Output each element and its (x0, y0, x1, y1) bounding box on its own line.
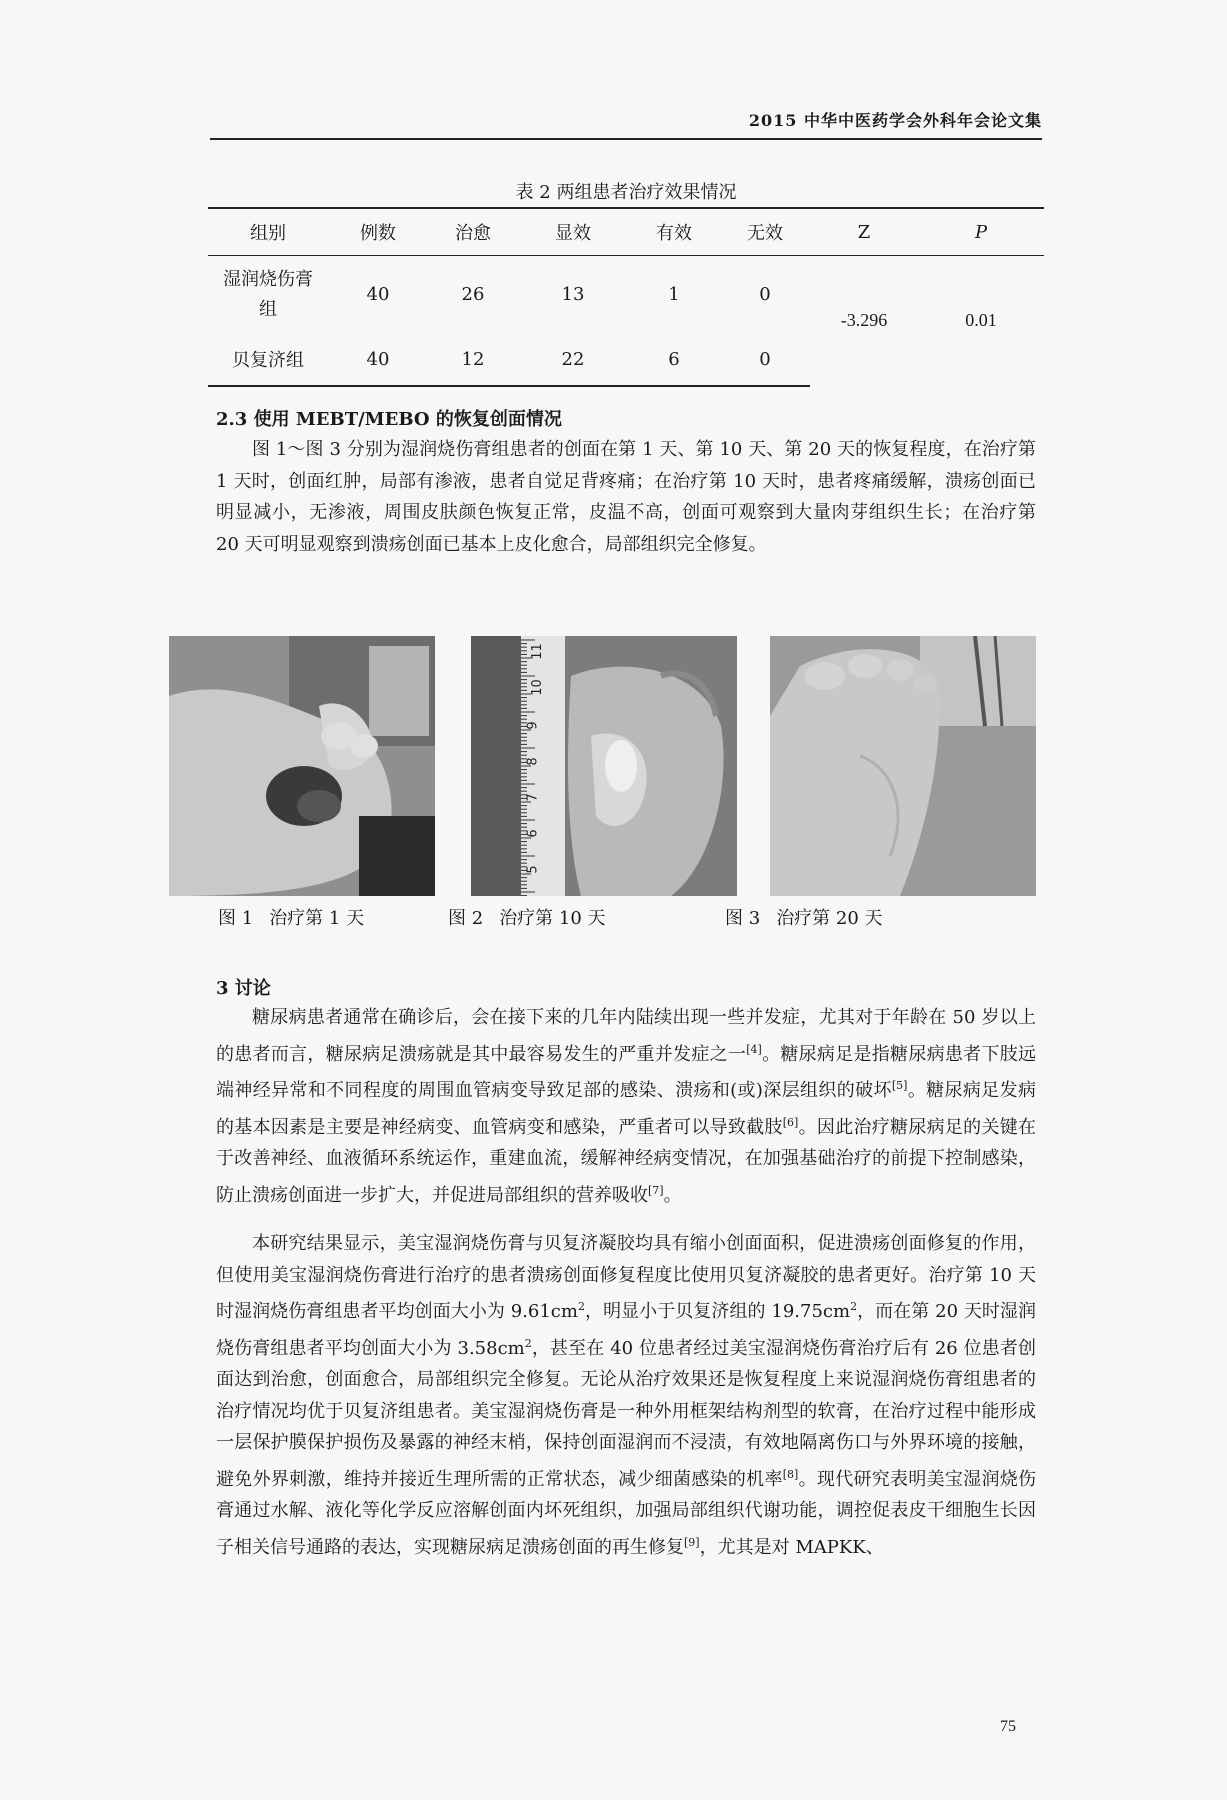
citation: [7] (648, 1183, 664, 1197)
superscript: 2 (577, 1300, 585, 1313)
ruler-label: 9 (525, 721, 541, 730)
section-heading-3: 3 讨论 (216, 978, 271, 999)
table-header-row (208, 208, 1044, 256)
ruler-label: 11 (529, 643, 545, 660)
group-cell: 湿润烧伤膏组 (223, 268, 313, 320)
figure-2-caption: 图 2 治疗第 10 天 (448, 908, 606, 929)
section-2-3-paragraph: 图 1～图 3 分别为湿润烧伤膏组患者的创面在第 1 天、第 10 天、第 20 天的恢复程度，在治疗第 1 天时，创面红肿，局部有渗液，患者自觉足背疼痛；在治疗第 10 天时，患者疼痛缓解，溃疡创面已明显减小，无渗液，周围皮肤颜色恢复正常，皮温不高，创面可观察到大量肉芽组织生长；在治疗第 20 天可明显观察到溃疡创面已基本上皮化愈合，局部组织完全修复。 (216, 439, 1036, 555)
cured-cell: 26 (461, 284, 485, 306)
count-cell: 40 (328, 334, 428, 386)
ruler-label: 7 (525, 793, 541, 802)
figure-3-photo (770, 636, 1036, 896)
citation: [8] (782, 1467, 799, 1481)
figure-1-caption: 图 1 治疗第 1 天 (218, 908, 365, 929)
col-header: P (918, 208, 1044, 256)
col-header: 例数 (328, 208, 428, 256)
count-cell: 40 (366, 284, 390, 306)
marked-cell: 13 (561, 284, 585, 306)
figure-3-caption: 图 3 治疗第 20 天 (725, 908, 883, 929)
results-table (208, 207, 1044, 387)
page-number: 75 (1000, 1718, 1016, 1735)
marked-cell: 22 (518, 334, 628, 386)
effective-cell: 1 (668, 284, 680, 306)
cured-cell: 12 (428, 334, 518, 386)
header-rule (210, 138, 1042, 140)
col-header: 无效 (720, 208, 810, 256)
discussion-paragraph-2: 本研究结果显示，美宝湿润烧伤膏与贝复济凝胶均具有缩小创面面积，促进溃疡创面修复的作用，但使用美宝湿润烧伤膏进行治疗的患者溃疡创面修复程度比使用贝复济凝胶的患者更好。治疗第 10 天时湿润烧伤膏组患者平均创面大小为 $9.61cm^2$，明显小于贝复济组的 $19.75cm^2$，而在第 20 天时湿润烧伤膏组患者平均创面大小为 $3.58cm^2$，甚至在 40 位患者经过美宝湿润烧伤膏治疗后有 26 位患者创面达到治愈，创面愈合，局部组织完全修复。无论从治疗效果还是恢复程度上来说湿润烧伤膏组患者的治疗情况均优于贝复济组患者。美宝湿润烧伤膏是一种外用框架结构剂型的软膏，在治疗过程中能形成一层保护膜保护损伤及暴露的神经末梢，保持创面湿润而不浸渍，有效地隔离伤口与外界环境的接触，避免外界刺激，维持并接近生理所需的正常状态，减少细菌感染的机率[8]。现代研究表明美宝湿润烧伤膏通过水解、液化等化学反应溶解创面内坏死组织，加强局部组织代谢功能，调控促表皮干细胞生长因子相关信号通路的表达，实现糖尿病足溃疡创面的再生修复[9]，尤其是对 MAPKK、 (216, 1233, 1037, 1558)
col-header: 有效 (628, 208, 720, 256)
figure-2-photo (471, 636, 737, 896)
ineffective-cell: 0 (720, 334, 810, 386)
ruler-label: 6 (525, 829, 541, 838)
superscript: 2 (850, 1300, 858, 1313)
citation: [5] (891, 1079, 908, 1092)
col-header: 治愈 (428, 208, 518, 256)
col-header: 显效 (518, 208, 628, 256)
ruler-label: 8 (525, 757, 541, 766)
superscript: 2 (524, 1336, 532, 1350)
ruler-label: 5 (525, 865, 541, 874)
citation: [9] (684, 1535, 700, 1549)
col-header: Z (810, 208, 918, 256)
discussion-paragraph-1: 糖尿病患者通常在确诊后，会在接下来的几年内陆续出现一些并发症，尤其对于年龄在 50 岁以上的患者而言，糖尿病足溃疡就是其中最容易发生的严重并发症之一[4]。糖尿病足是指糖尿病患者下肢远端神经异常和不同程度的周围血管病变导致足部的感染、溃疡和(或)深层组织的破坏[5]。糖尿病足发病的基本因素是主要是神经病变、血管病变和感染，严重者可以导致截肢[6]。因此治疗糖尿病足的关键在于改善神经、血液循环系统运作，重建血流，缓解神经病变情况，在加强基础治疗的前提下控制感染，防止溃疡创面进一步扩大，并促进局部组织的营养吸收[7]。 (216, 1007, 1037, 1206)
section-heading-2-3: 2.3 使用 MEBT/MEBO 的恢复创面情况 (216, 409, 562, 430)
col-header: 组别 (208, 208, 328, 256)
figure-1-photo (169, 636, 435, 896)
z-value: -3.296 (840, 310, 888, 331)
table-row (208, 256, 1044, 334)
ineffective-cell: 0 (759, 284, 771, 306)
running-head: 2015 中华中医药学会外科年会论文集 (748, 111, 1042, 130)
group-cell: 贝复济组 (208, 334, 328, 386)
effective-cell: 6 (628, 334, 720, 386)
citation: [4] (746, 1042, 762, 1056)
ruler-label: 10 (529, 679, 545, 696)
p-value: 0.01 (965, 310, 997, 331)
table-caption: 表 2 两组患者治疗效果情况 (515, 182, 737, 203)
citation: [6] (782, 1115, 799, 1129)
